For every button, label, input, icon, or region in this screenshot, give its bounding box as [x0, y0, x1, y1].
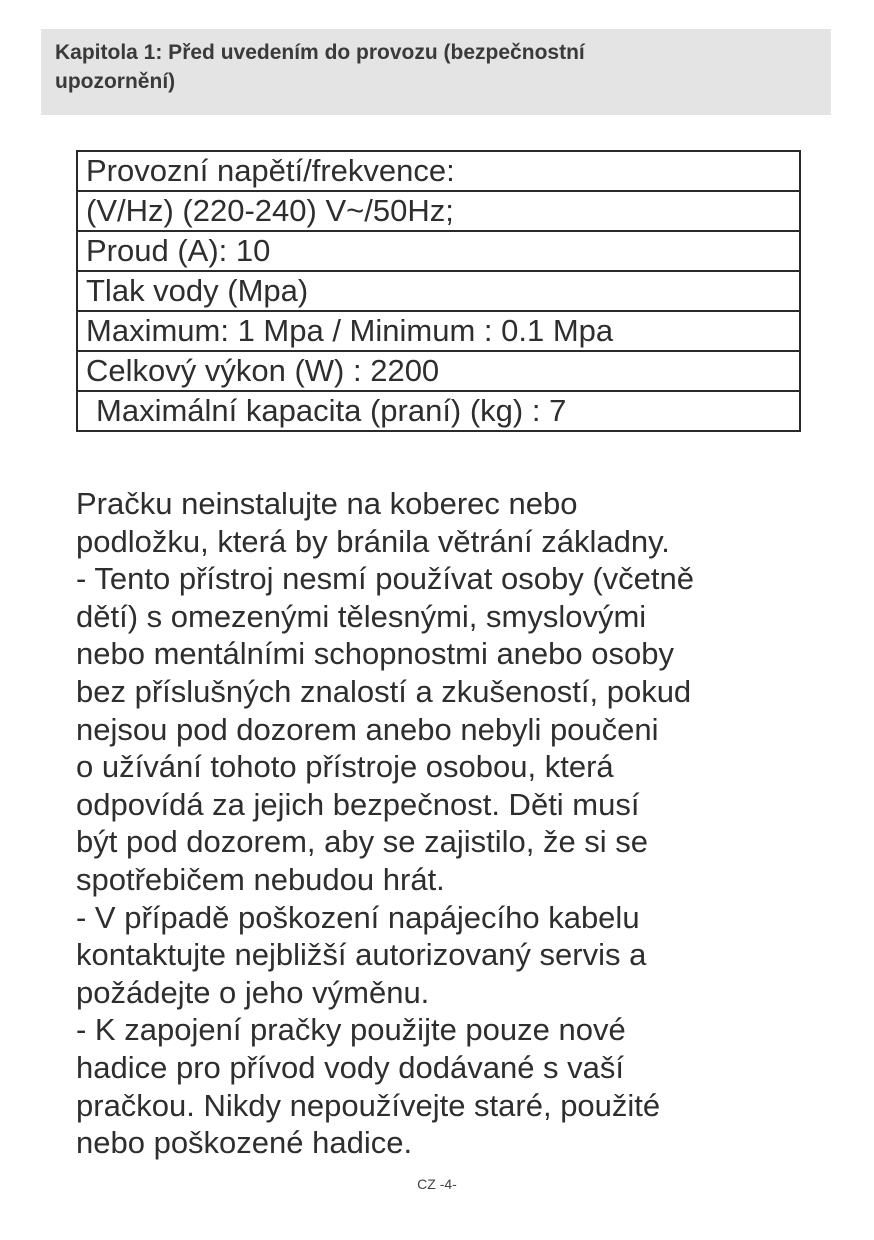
chapter-title-line-2: upozornění) [55, 70, 176, 93]
chapter-header [41, 29, 831, 115]
table-row [77, 391, 800, 431]
text-line: bez příslušných znalostí a zkušeností, pokud [76, 673, 692, 709]
table-row [77, 311, 800, 351]
chapter-title-line-1: Kapitola 1: Před uvedením do provozu (bezpečnostní [55, 41, 585, 64]
text-line: - K zapojení pračky použijte pouze nové [76, 1012, 626, 1048]
spec-cell-voltage-value: (V/Hz) (220-240) V~/50Hz; [77, 191, 800, 231]
text-line: kontaktujte nejbližší autorizovaný servis a [76, 937, 647, 973]
spec-cell-capacity: Maximální kapacita (praní) (kg) : 7 [77, 391, 800, 431]
text-line: nebo mentálními schopnostmi anebo osoby [76, 636, 674, 672]
table-row [77, 351, 800, 391]
text-line: podložku, která by bránila větrání základny. [76, 523, 670, 559]
table-row [77, 231, 800, 271]
spec-cell-current: Proud (A): 10 [77, 231, 800, 271]
text-line: Pračku neinstalujte na koberec nebo [76, 486, 578, 521]
spec-cell-water-pressure-label: Tlak vody (Mpa) [77, 271, 800, 311]
chapter-title [55, 38, 817, 96]
text-line: odpovídá za jejich bezpečnost. Děti musí [76, 786, 640, 822]
text-line: pračkou. Nikdy nepoužívejte staré, použité [76, 1087, 661, 1123]
table-row [77, 151, 800, 191]
text-line: být pod dozorem, aby se zajistilo, že si se [76, 824, 649, 860]
text-line: nebo poškozené hadice. [76, 1125, 413, 1161]
spec-cell-power: Celkový výkon (W) : 2200 [77, 351, 800, 391]
text-line: o užívání tohoto přístroje osobou, která [76, 749, 614, 785]
text-line: spotřebičem nebudou hrát. [76, 861, 445, 897]
text-line: dětí) s omezenými tělesnými, smyslovými [76, 598, 647, 634]
text-line: požádejte o jeho výměnu. [76, 974, 430, 1010]
page-number: CZ -4- [417, 1176, 457, 1192]
spec-cell-water-pressure-range: Maximum: 1 Mpa / Minimum : 0.1 Mpa [77, 311, 800, 351]
text-line: nejsou pod dozorem anebo nebyli poučeni [76, 711, 659, 747]
spec-cell-voltage-label: Provozní napětí/frekvence: [77, 151, 800, 191]
table-row [77, 191, 800, 231]
table-row [77, 271, 800, 311]
safety-instructions [76, 485, 866, 1162]
text-line: hadice pro přívod vody dodávané s vaší [76, 1049, 625, 1085]
text-line: - V případě poškození napájecího kabelu [76, 899, 640, 935]
spec-table [76, 150, 801, 432]
text-line: - Tento přístroj nesmí používat osoby (včetně [76, 561, 695, 597]
